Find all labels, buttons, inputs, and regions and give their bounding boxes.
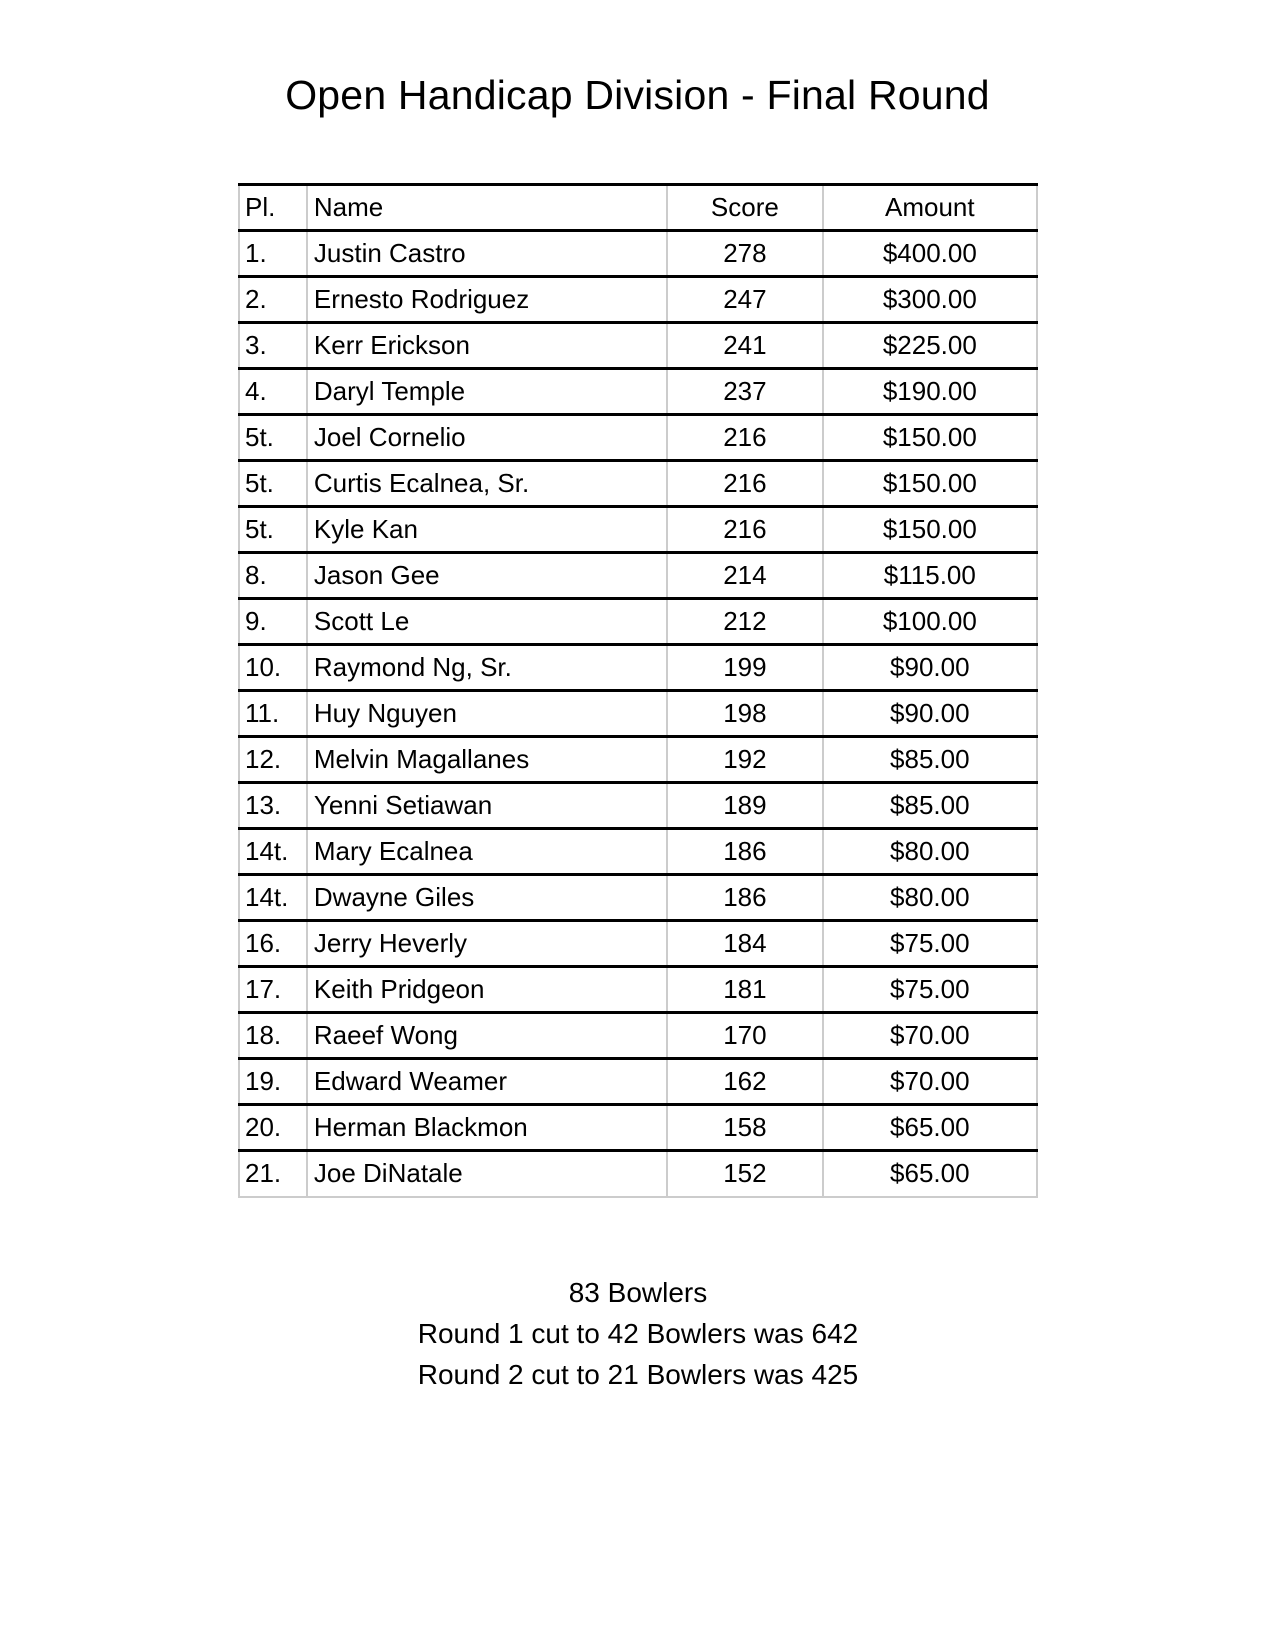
cell-place: 19. bbox=[239, 1059, 307, 1105]
table-row bbox=[239, 783, 1037, 829]
cell-amount: $400.00 bbox=[823, 231, 1037, 277]
cell-amount: $85.00 bbox=[823, 783, 1037, 829]
cell-amount: $115.00 bbox=[823, 553, 1037, 599]
table-row bbox=[239, 599, 1037, 645]
cell-amount: $70.00 bbox=[823, 1059, 1037, 1105]
cell-score: 186 bbox=[667, 829, 823, 875]
cell-name: Kerr Erickson bbox=[307, 323, 667, 369]
cell-score: 199 bbox=[667, 645, 823, 691]
table-row bbox=[239, 875, 1037, 921]
cell-amount: $90.00 bbox=[823, 645, 1037, 691]
cell-place: 10. bbox=[239, 645, 307, 691]
cell-score: 189 bbox=[667, 783, 823, 829]
cell-amount: $300.00 bbox=[823, 277, 1037, 323]
cell-name: Jason Gee bbox=[307, 553, 667, 599]
cell-name: Edward Weamer bbox=[307, 1059, 667, 1105]
round2-cut: Round 2 cut to 21 Bowlers was 425 bbox=[417, 1359, 859, 1390]
cell-name: Joe DiNatale bbox=[307, 1151, 667, 1197]
cell-place: 18. bbox=[239, 1013, 307, 1059]
results-body bbox=[239, 231, 1037, 1197]
cell-score: 216 bbox=[667, 507, 823, 553]
cell-place: 13. bbox=[239, 783, 307, 829]
cell-place: 14t. bbox=[239, 875, 307, 921]
cell-place: 8. bbox=[239, 553, 307, 599]
table-row bbox=[239, 921, 1037, 967]
table-row bbox=[239, 1013, 1037, 1059]
cell-score: 186 bbox=[667, 875, 823, 921]
table-row bbox=[239, 737, 1037, 783]
cell-score: 162 bbox=[667, 1059, 823, 1105]
cell-name: Jerry Heverly bbox=[307, 921, 667, 967]
cell-amount: $65.00 bbox=[823, 1151, 1037, 1197]
cell-name: Daryl Temple bbox=[307, 369, 667, 415]
table-row bbox=[239, 829, 1037, 875]
cell-name: Melvin Magallanes bbox=[307, 737, 667, 783]
cell-score: 237 bbox=[667, 369, 823, 415]
cell-amount: $225.00 bbox=[823, 323, 1037, 369]
table-row bbox=[239, 461, 1037, 507]
header-name: Name bbox=[307, 185, 667, 231]
cell-place: 3. bbox=[239, 323, 307, 369]
summary-notes bbox=[238, 1272, 1038, 1395]
cell-place: 1. bbox=[239, 231, 307, 277]
cell-score: 198 bbox=[667, 691, 823, 737]
cell-name: Mary Ecalnea bbox=[307, 829, 667, 875]
table-row bbox=[239, 277, 1037, 323]
cell-score: 214 bbox=[667, 553, 823, 599]
cell-amount: $190.00 bbox=[823, 369, 1037, 415]
table-row bbox=[239, 231, 1037, 277]
cell-name: Kyle Kan bbox=[307, 507, 667, 553]
cell-score: 170 bbox=[667, 1013, 823, 1059]
cell-place: 14t. bbox=[239, 829, 307, 875]
cell-score: 152 bbox=[667, 1151, 823, 1197]
cell-name: Scott Le bbox=[307, 599, 667, 645]
cell-name: Raeef Wong bbox=[307, 1013, 667, 1059]
cell-score: 216 bbox=[667, 461, 823, 507]
cell-score: 158 bbox=[667, 1105, 823, 1151]
bowler-count: 83 Bowlers bbox=[568, 1277, 708, 1308]
cell-score: 278 bbox=[667, 231, 823, 277]
cell-amount: $150.00 bbox=[823, 415, 1037, 461]
cell-place: 12. bbox=[239, 737, 307, 783]
cell-place: 21. bbox=[239, 1151, 307, 1197]
cell-amount: $75.00 bbox=[823, 921, 1037, 967]
cell-amount: $100.00 bbox=[823, 599, 1037, 645]
cell-amount: $80.00 bbox=[823, 829, 1037, 875]
cell-name: Curtis Ecalnea, Sr. bbox=[307, 461, 667, 507]
cell-place: 11. bbox=[239, 691, 307, 737]
cell-score: 192 bbox=[667, 737, 823, 783]
cell-place: 2. bbox=[239, 277, 307, 323]
cell-amount: $85.00 bbox=[823, 737, 1037, 783]
cell-score: 181 bbox=[667, 967, 823, 1013]
cell-score: 241 bbox=[667, 323, 823, 369]
table-row bbox=[239, 323, 1037, 369]
table-row bbox=[239, 691, 1037, 737]
cell-amount: $80.00 bbox=[823, 875, 1037, 921]
cell-amount: $75.00 bbox=[823, 967, 1037, 1013]
table-row bbox=[239, 645, 1037, 691]
cell-place: 5t. bbox=[239, 461, 307, 507]
header-amount: Amount bbox=[823, 185, 1037, 231]
header-score: Score bbox=[667, 185, 823, 231]
cell-name: Herman Blackmon bbox=[307, 1105, 667, 1151]
results-table bbox=[238, 183, 1038, 1198]
cell-place: 4. bbox=[239, 369, 307, 415]
table-row bbox=[239, 967, 1037, 1013]
table-row bbox=[239, 415, 1037, 461]
cell-place: 5t. bbox=[239, 507, 307, 553]
table-row bbox=[239, 1151, 1037, 1197]
cell-amount: $90.00 bbox=[823, 691, 1037, 737]
cell-name: Justin Castro bbox=[307, 231, 667, 277]
table-row bbox=[239, 1105, 1037, 1151]
cell-name: Dwayne Giles bbox=[307, 875, 667, 921]
cell-amount: $150.00 bbox=[823, 507, 1037, 553]
cell-name: Raymond Ng, Sr. bbox=[307, 645, 667, 691]
cell-name: Ernesto Rodriguez bbox=[307, 277, 667, 323]
cell-amount: $70.00 bbox=[823, 1013, 1037, 1059]
cell-score: 184 bbox=[667, 921, 823, 967]
cell-score: 216 bbox=[667, 415, 823, 461]
page-title: Open Handicap Division - Final Round bbox=[285, 72, 990, 118]
cell-place: 16. bbox=[239, 921, 307, 967]
cell-place: 20. bbox=[239, 1105, 307, 1151]
cell-place: 17. bbox=[239, 967, 307, 1013]
header-place: Pl. bbox=[239, 185, 307, 231]
table-row bbox=[239, 507, 1037, 553]
cell-name: Joel Cornelio bbox=[307, 415, 667, 461]
cell-name: Keith Pridgeon bbox=[307, 967, 667, 1013]
table-row bbox=[239, 1059, 1037, 1105]
table-row bbox=[239, 553, 1037, 599]
cell-place: 5t. bbox=[239, 415, 307, 461]
cell-score: 212 bbox=[667, 599, 823, 645]
cell-name: Huy Nguyen bbox=[307, 691, 667, 737]
cell-name: Yenni Setiawan bbox=[307, 783, 667, 829]
round1-cut: Round 1 cut to 42 Bowlers was 642 bbox=[417, 1318, 859, 1349]
table-row bbox=[239, 369, 1037, 415]
cell-score: 247 bbox=[667, 277, 823, 323]
table-header-row bbox=[239, 185, 1037, 231]
cell-place: 9. bbox=[239, 599, 307, 645]
cell-amount: $65.00 bbox=[823, 1105, 1037, 1151]
cell-amount: $150.00 bbox=[823, 461, 1037, 507]
